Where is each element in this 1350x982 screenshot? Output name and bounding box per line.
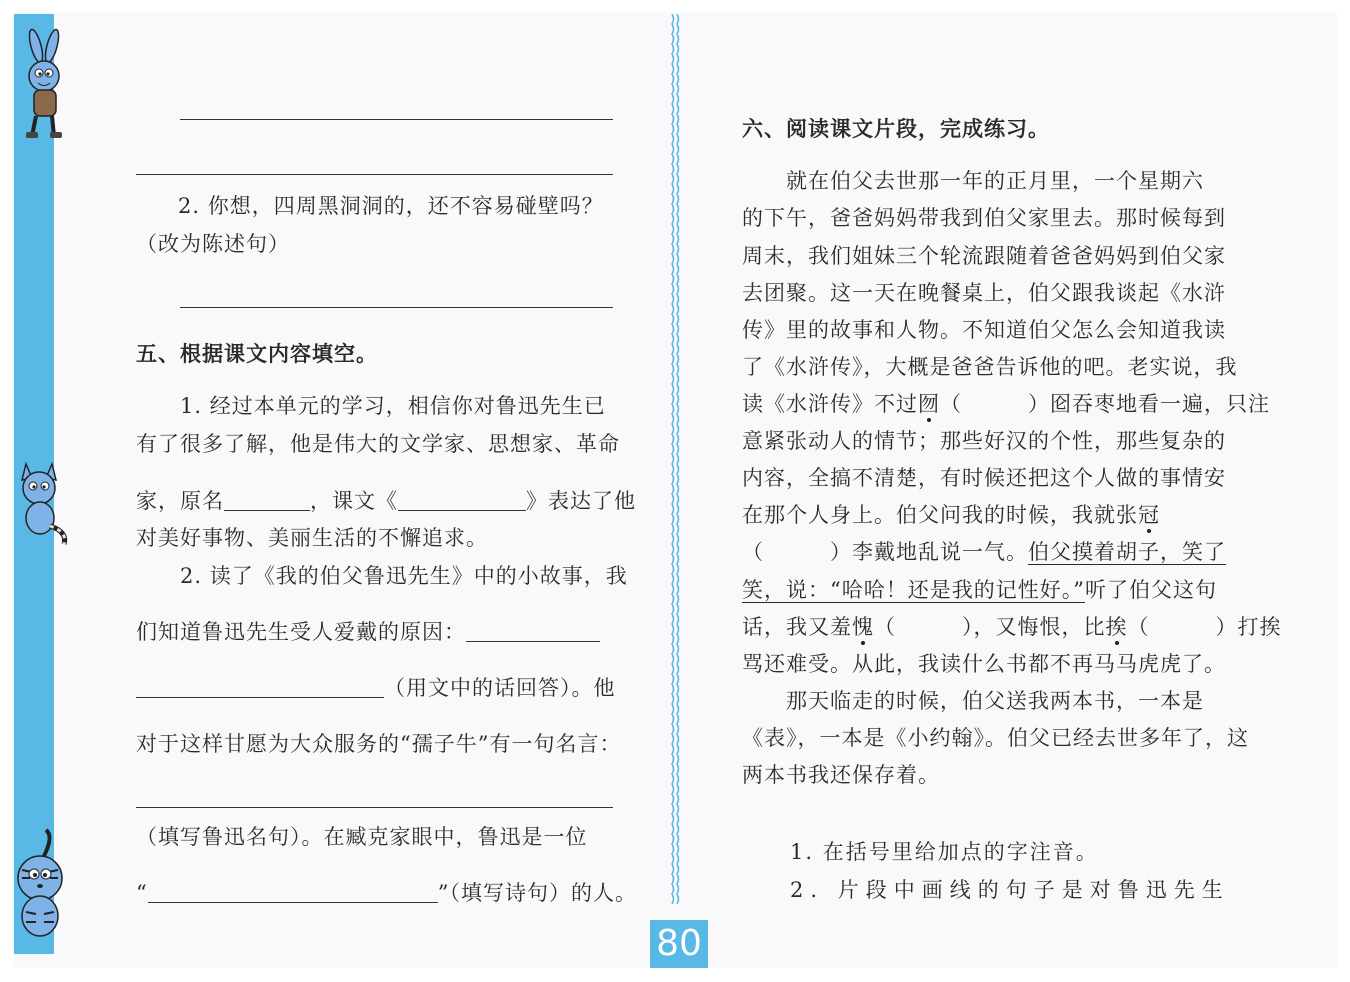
pinyin-blank[interactable]: （ ）李戴地乱说一气。 [742, 540, 1028, 564]
page-divider [668, 14, 682, 904]
text-fragment: 读《水浒传》不过 [742, 392, 918, 416]
underlined-sentence: 笑，说：“哈哈！还是我的记性好。” [742, 578, 1085, 602]
section-heading: 六、阅读课文片段，完成练习。 [742, 116, 1050, 141]
passage-line: 那天临走的时候，伯父送我两本书，一本是 [786, 689, 1204, 713]
page-number: 80 [650, 920, 708, 968]
question-text [136, 672, 616, 702]
fill-blank-reason-cont[interactable] [136, 679, 384, 698]
exercise-question: 1. 在括号里给加点的字注音。 [790, 840, 1099, 864]
dotted-char: 挨 [1105, 615, 1128, 639]
question-text: （填写鲁迅名句）。在臧克家眼中，鲁迅是一位 [136, 825, 588, 849]
answer-line[interactable] [180, 119, 613, 120]
question-text: 对于这样甘愿为大众服务的“孺子牛”有一句名言： [136, 732, 622, 756]
passage-line: 的下午，爸爸妈妈带我到伯父家里去。那时候每到 [742, 206, 1226, 230]
passage-line: 两本书我还保存着。 [742, 763, 940, 787]
passage-line [742, 611, 1282, 641]
answer-line[interactable] [136, 807, 613, 808]
passage-line: 就在伯父去世那一年的正月里，一个星期六 [786, 169, 1204, 193]
fill-blank-poem[interactable] [148, 884, 438, 903]
passage-line: 内容，全搞不清楚，有时候还把这个人做的事情安 [742, 466, 1226, 490]
rabbit-mascot-icon [12, 28, 72, 143]
question-text [136, 877, 637, 907]
passage-line: 去团聚。这一天在晚餐桌上，伯父跟我谈起《水浒 [742, 281, 1226, 305]
text-fragment: 家，原名 [136, 489, 224, 513]
dotted-char: 囫 [918, 392, 940, 416]
passage-line: 周末，我们姐妹三个轮流跟随着爸爸妈妈到伯父家 [742, 244, 1226, 268]
question-text [136, 616, 600, 646]
exercise-question: 2. 片段中画线的句子是对鲁迅先生 [790, 878, 1230, 902]
text-fragment: 》表达了他 [526, 489, 636, 513]
text-fragment: 在那个人身上。伯父问我的时候，我就张 [742, 503, 1138, 527]
text-fragment: “ [136, 881, 148, 905]
passage-line: 意紧张动人的情节；那些好汉的个性，那些复杂的 [742, 429, 1226, 453]
passage-line [742, 574, 1217, 604]
passage-line: 《表》，一本是《小约翰》。伯父已经去世多年了，这 [742, 726, 1249, 750]
question-text: 2. 你想，四周黑洞洞的，还不容易碰壁吗？ [178, 194, 604, 218]
fill-blank-text-title[interactable] [398, 492, 526, 511]
text-fragment: （用文中的话回答）。他 [384, 676, 616, 700]
answer-line[interactable] [136, 174, 613, 175]
text-fragment: 们知道鲁迅先生受人爱戴的原因： [136, 620, 466, 644]
text-fragment: ”（填写诗句）的人。 [437, 881, 637, 905]
passage-line [742, 499, 1160, 529]
question-text: 2. 读了《我的伯父鲁迅先生》中的小故事，我 [180, 564, 628, 588]
question-text: 对美好事物、美丽生活的不懈追求。 [136, 526, 488, 550]
text-fragment: 听了伯父这句 [1084, 578, 1217, 602]
answer-line[interactable] [180, 307, 613, 308]
pinyin-blank[interactable]: （ ）打挨 [1127, 615, 1282, 639]
pinyin-blank[interactable]: （ ）囵吞枣地看一遍，只注 [940, 392, 1270, 416]
text-fragment: ，课文《 [310, 489, 398, 513]
cat-mascot-icon [12, 456, 74, 548]
passage-line [742, 388, 1270, 418]
text-fragment: 话，我又羞 [742, 615, 852, 639]
fill-blank-reason[interactable] [466, 623, 600, 642]
dotted-char: 冠 [1138, 503, 1160, 527]
tiger-mascot-icon [10, 826, 72, 946]
dotted-char: 愧 [852, 615, 874, 639]
underlined-sentence: 伯父摸着胡子，笑了 [1028, 540, 1226, 564]
section-heading: 五、根据课文内容填空。 [136, 341, 378, 366]
question-text: （改为陈述句） [136, 232, 290, 256]
question-text: 有了很多了解，他是伟大的文学家、思想家、革命 [136, 432, 620, 456]
question-text [136, 485, 636, 515]
question-text: 1. 经过本单元的学习，相信你对鲁迅先生已 [180, 394, 606, 418]
passage-line: 传》里的故事和人物。不知道伯父怎么会知道我读 [742, 318, 1226, 342]
fill-blank-original-name[interactable] [224, 492, 310, 511]
passage-line [742, 536, 1226, 566]
pinyin-blank[interactable]: （ ），又悔恨，比 [874, 615, 1106, 639]
passage-line: 了《水浒传》，大概是爸爸告诉他的吧。老实说，我 [742, 355, 1238, 379]
passage-line: 骂还难受。从此，我读什么书都不再马马虎虎了。 [742, 652, 1226, 676]
